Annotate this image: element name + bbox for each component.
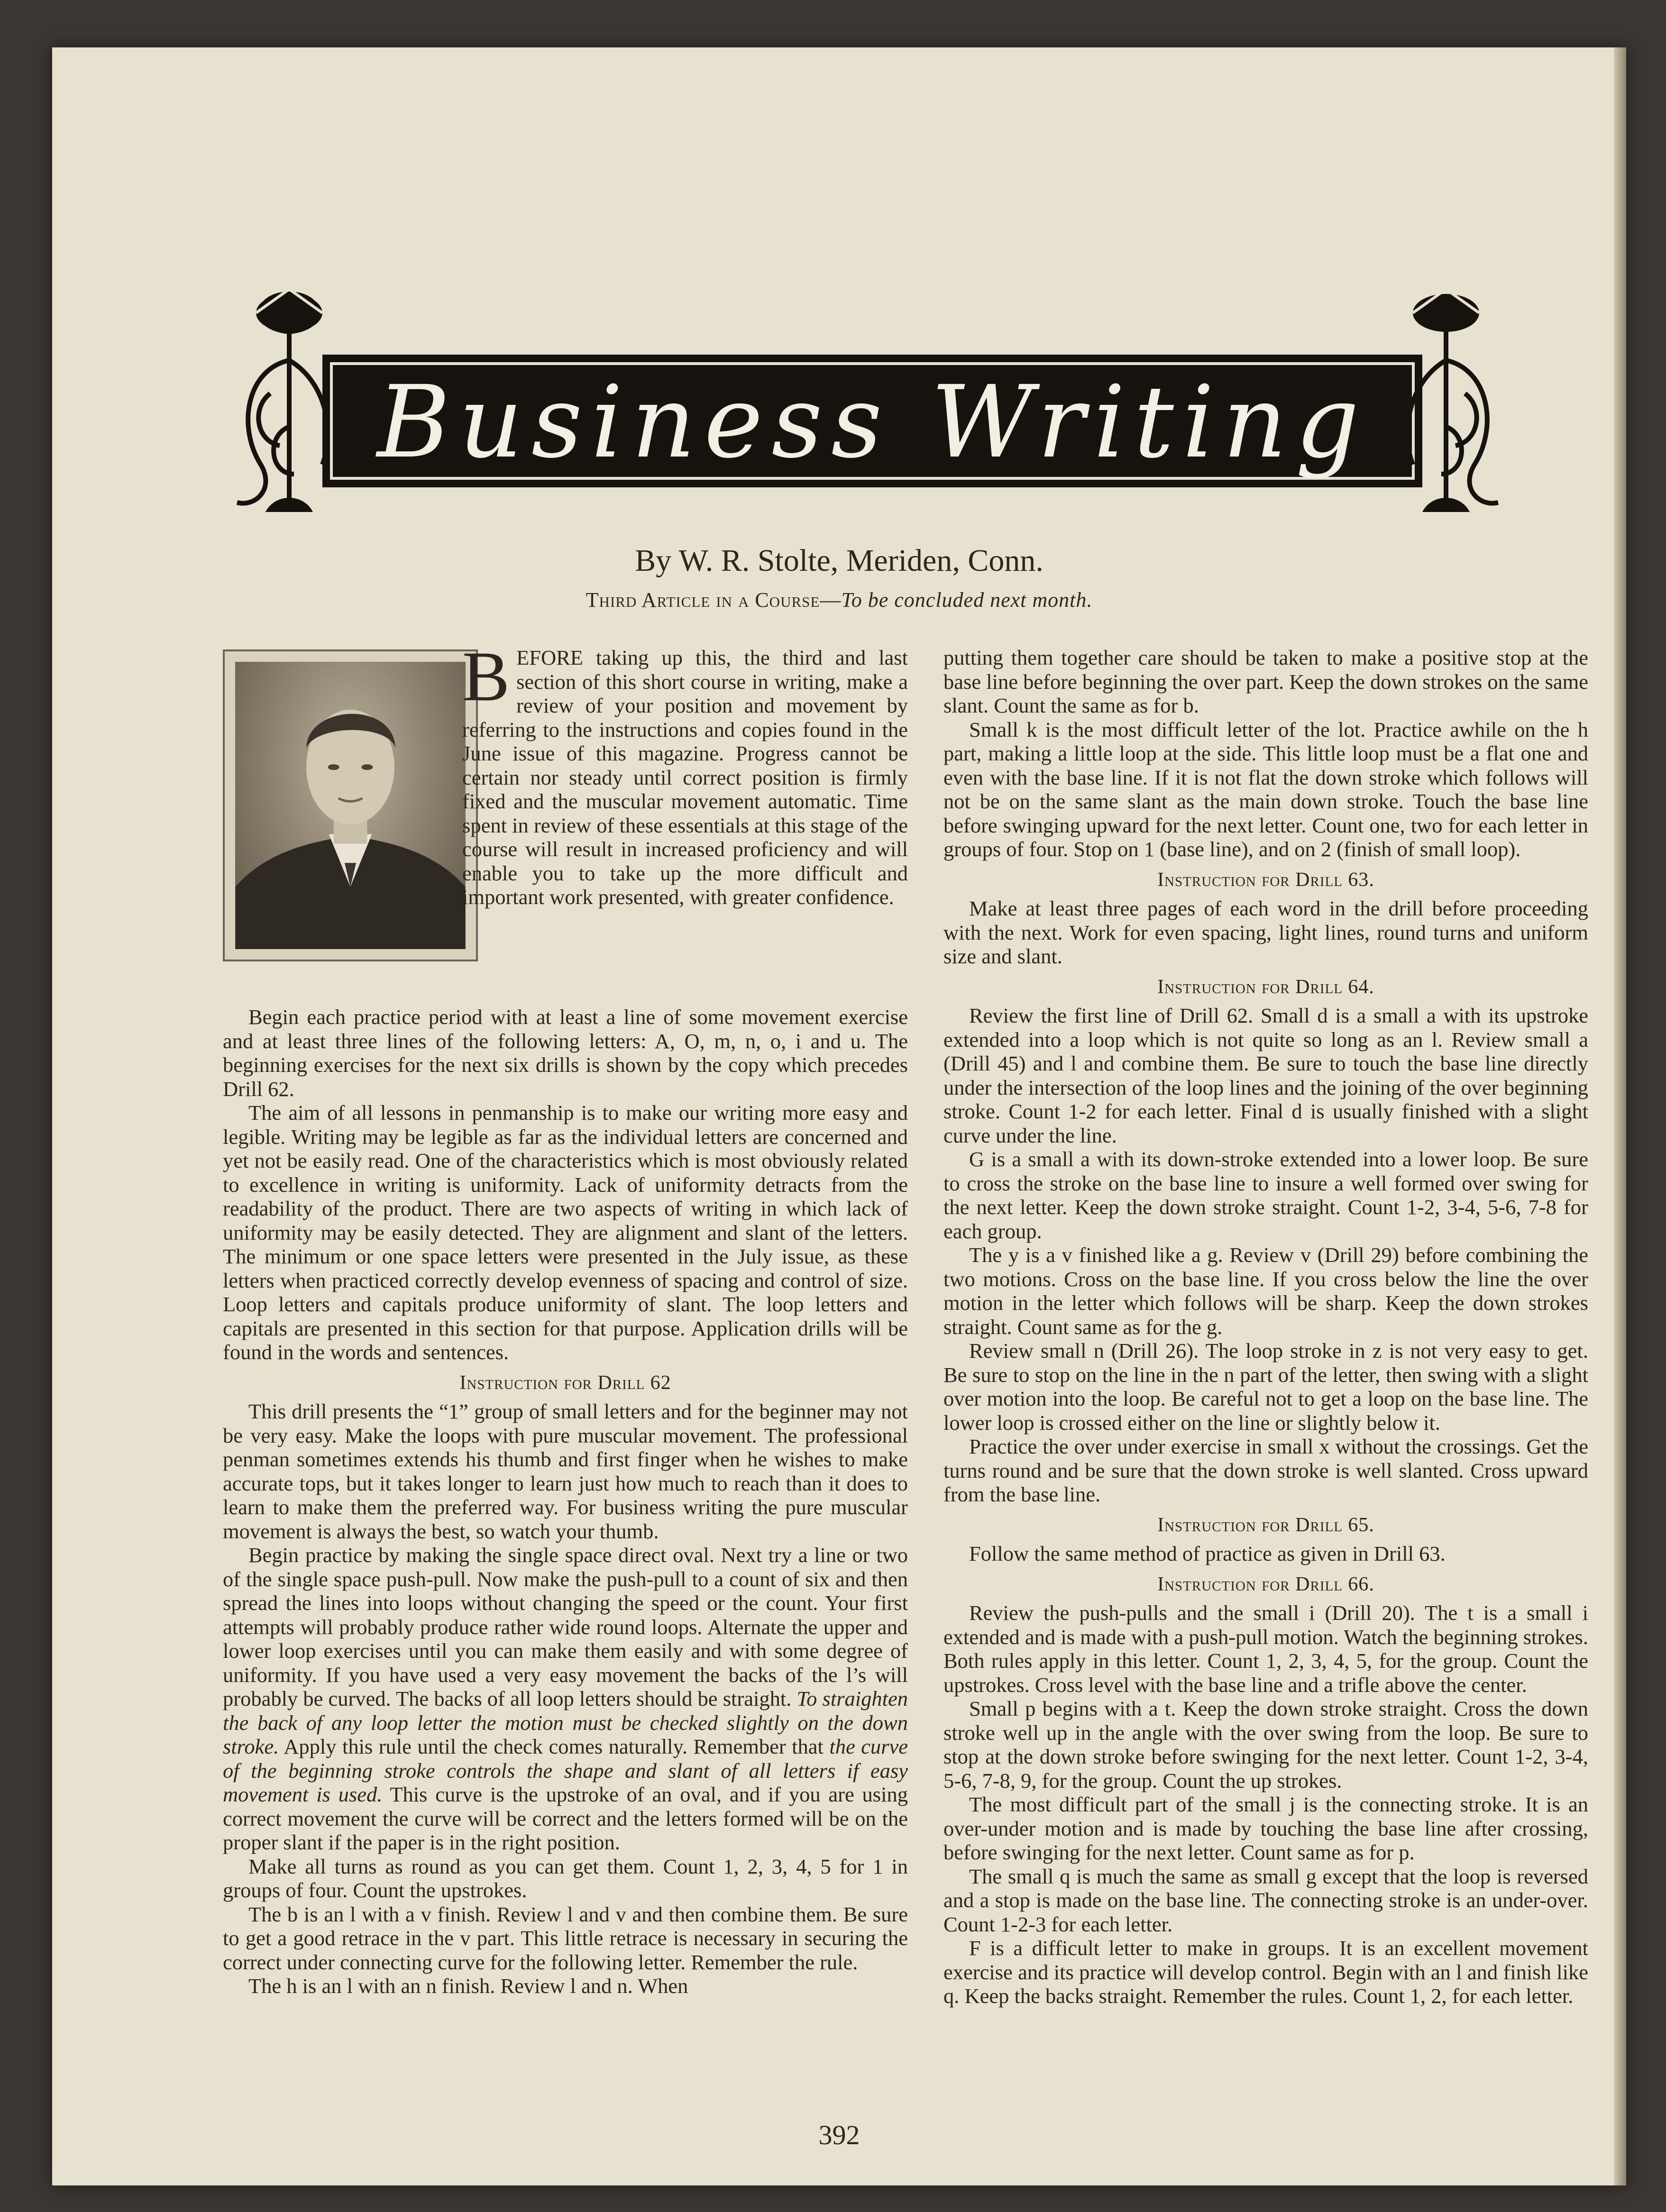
paragraph: Practice the over under exercise in small x without the crossings. Get the turns round and be sure that the down stroke is well slanted. Cross upward from the base line.: [943, 1435, 1588, 1506]
paragraph: Make at least three pages of each word in the drill before proceeding with the next. Work for even spacing, light lines, round turns and uniform size and slant.: [943, 896, 1588, 968]
paragraph: The b is an l with a v finish. Review l and v and then combine them. Be sure to get a good retrace in the v part. This little retrace is necessary in securing the correct under connecting curve for the following letter. Remember the rule.: [223, 1902, 908, 1974]
italic-rule: To straighten the back of any loop letter the motion must be checked slightly on the down stroke.: [223, 1687, 908, 1758]
paragraph: [223, 1543, 908, 1855]
paragraph: putting them together care should be taken to make a positive stop at the base line before beginning the over part. Keep the down strokes on the same slant. Count the same as for b.: [943, 646, 1588, 717]
article-subtitle: [52, 588, 1626, 612]
paragraph: Follow the same method of practice as given in Drill 63.: [969, 1542, 1446, 1565]
page-gutter: [1614, 47, 1626, 2185]
subtitle-note: To be concluded next month.: [841, 588, 1093, 612]
text-run: Apply this rule until the check comes naturally. Remember that: [279, 1735, 830, 1758]
paragraph: Review the first line of Drill 62. Small d is a small a with its upstroke extended into a loop which is not quite so long as an l. Review small a (Drill 45) and l and combine them. Be sure to touch the base line directly under the intersection of the loop lines and the joining of the over beginning stroke. Count 1-2 for each letter. Final d is usually finished with a slight curve under the line.: [943, 1004, 1588, 1147]
text-run: This curve is the upstroke of an oval, and if you are using correct movement the curve will be correct and the letters formed will be on the proper slant if the paper is in the right position.: [223, 1782, 908, 1854]
left-column: [223, 1005, 908, 1998]
section-heading-drill-62: Instruction for Drill 62: [459, 1371, 671, 1394]
banner-title: Business Writing: [377, 364, 1368, 480]
paragraph: Make all turns as round as you can get them. Count 1, 2, 3, 4, 5 for 1 in groups of four. Count the upstrokes.: [223, 1854, 908, 1902]
paragraph: Small k is the most difficult letter of the lot. Practice awhile on the h part, making a little loop at the side. This little loop must be a flat one and even with the base line. If it is not flat the down stroke which follows will not be on the same slant as the main down stroke. Touch the base line before swinging upward for the next letter. Count one, two for each letter in groups of four. Stop on 1 (base line), and on 2 (finish of small loop).: [943, 717, 1588, 861]
section-heading-drill-63: Instruction for Drill 63.: [1157, 868, 1374, 891]
subtitle-prefix: Third Article in a Course—: [586, 588, 842, 612]
banner-title-box: [322, 355, 1422, 487]
paragraph: G is a small a with its down-stroke extended into a lower loop. Be sure to cross the stroke on the base line to insure a well formed over swing for the next letter. Keep the down stroke straight. Count 1-2, 3-4, 5-6, 7-8 for each group.: [943, 1147, 1588, 1243]
author-portrait: [223, 649, 478, 961]
art-nouveau-ornament-right-icon: [1384, 284, 1508, 526]
drop-cap: B: [462, 637, 510, 716]
paragraph: The small q is much the same as small g except that the loop is reversed and a stop is made on the base line. The connecting stroke is an under-over. Count 1-2-3 for each letter.: [943, 1864, 1588, 1936]
right-column: [943, 646, 1588, 2008]
intro-text: EFORE taking up this, the third and last section of this short course in writing, make a review of your position and movement by referring to the instructions and copies found in the June issue of this magazine. Progress cannot be certain nor steady until correct position is firmly fixed and the muscular movement automatic. Time spent in review of these essentials at this stage of the course will result in increased proficiency and will enable you to take up the more difficult and important work presented, with greater confidence.: [462, 646, 908, 909]
title-banner: [228, 284, 1508, 526]
text-run: Begin practice by making the single space direct oval. Next try a line or two of the single space push-pull. Now make the push-pull to a count of six and then spread the lines into loops without changing the speed or the count. Your first attempts will probably produce rather wide round loops. Alternate the upper and lower loop exercises until you can make them easily and with some degree of uniformity. If you have used a very easy movement the backs of the l’s will probably be curved. The backs of all loop letters should be straight.: [223, 1543, 908, 1710]
paragraph: The aim of all lessons in penmanship is to make our writing more easy and legible. Writing may be legible as far as the individual letters are concerned and yet not be easily read. One of the characteristics which is most obviously related to excellence in writing is uniformity. Lack of uniformity detracts from the readability of the product. There are two aspects of writing in which lack of uniformity may be easily detected. They are alignment and slant of the letters. The minimum or one space letters were presented in the July issue, as these letters when practiced correctly develop evenness of spacing and control of size. Loop letters and capitals produce uniformity of slant. The loop letters and capitals are presented in this section for that purpose. Application drills will be found in the words and sentences.: [223, 1101, 908, 1364]
section-heading-drill-64: Instruction for Drill 64.: [1157, 976, 1374, 998]
portrait-silhouette-icon: [235, 662, 466, 949]
portrait-image: [235, 662, 466, 949]
magazine-page: [52, 47, 1626, 2185]
section-heading-drill-65: Instruction for Drill 65.: [1157, 1514, 1374, 1536]
intro-paragraph: [462, 637, 908, 909]
paragraph: F is a difficult letter to make in groups. It is an excellent movement exercise and its practice will develop control. Begin with an l and finish like q. Keep the backs straight. Remember the rules. Count 1, 2, for each letter.: [943, 1936, 1588, 2008]
byline: By W. R. Stolte, Meriden, Conn.: [635, 543, 1044, 578]
italic-rule: the curve of the beginning stroke controls the shape and slant of all letters if easy movement is used.: [223, 1735, 908, 1806]
paragraph: This drill presents the “1” group of small letters and for the beginner may not be very easy. Make the loops with pure muscular movement. The professional penman sometimes extends his thumb and first finger when he wishes to make accurate tops, but it takes longer to learn just how much to reach than it does to learn to make them the preferred way. For business writing the pure muscular movement is always the best, so watch your thumb.: [223, 1399, 908, 1543]
paragraph: Review small n (Drill 26). The loop stroke in z is not very easy to get. Be sure to stop on the line in the n part of the letter, then swing with a slight over motion into the loop. Be careful not to get a loop on the base line. The lower loop is crossed either on the line or slightly below it.: [943, 1339, 1588, 1435]
paragraph: Review the push-pulls and the small i (Drill 20). The t is a small i extended and is made with a push-pull motion. Watch the beginning strokes. Both rules apply in this letter. Count 1, 2, 3, 4, 5, for the group. Count the upstrokes. Cross level with the base line and a trifle above the center.: [943, 1601, 1588, 1697]
paragraph: The y is a v finished like a g. Review v (Drill 29) before combining the two motions. Cross on the base line. If you cross below the line the over motion in the letter which follows will be sharp. Keep the down strokes straight. Count same as for the g.: [943, 1243, 1588, 1339]
paragraph: The most difficult part of the small j is the connecting stroke. It is an over-under motion and is made by touching the base line after crossing, before swinging for the next letter. Count same as for p.: [943, 1792, 1588, 1864]
paragraph: Small p begins with a t. Keep the down stroke straight. Cross the down stroke well up in the angle with the over swing from the loop. Be sure to stop at the down stroke before swinging for the next letter. Count 1-2, 3-4, 5-6, 7-8, 9, for the group. Count the up strokes.: [943, 1697, 1588, 1792]
section-heading-drill-66: Instruction for Drill 66.: [1157, 1573, 1374, 1595]
paragraph: Begin each practice period with at least a line of some movement exercise and at least three lines of the following letters: A, O, m, n, o, i and u. The beginning exercises for the next six drills is shown by the copy which precedes Drill 62.: [223, 1005, 908, 1101]
page-number: 392: [818, 2120, 860, 2150]
paragraph: The h is an l with an n finish. Review l and n. When: [248, 1974, 688, 1998]
